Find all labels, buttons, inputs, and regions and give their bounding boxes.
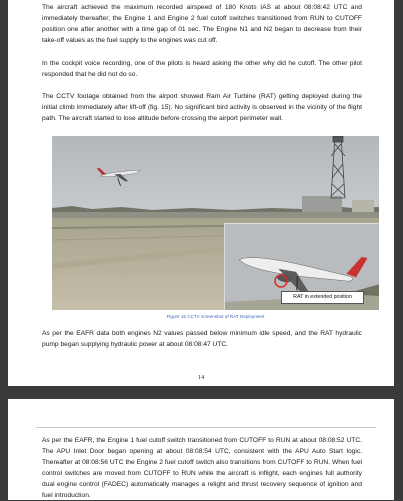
cctv-screenshot-figure: [52, 136, 379, 310]
document-page-15: [8, 399, 394, 500]
paragraph-engine-relight: As per the EAFR, the Engine 1 fuel cutoff switch transitioned from CUTOFF to RUN at about 08:08:52 UTC. The APU Inlet Door began opening at about 08:08:54 UTC, consistent with the APU Auto Start logic. Thereafter at 08:08:56 UTC the Engine 2 fuel cutoff switch also transitions from CUTOFF to RUN. When fuel control switches are moved from CUTOFF to RUN while the aircraft is inflight, each engines full authority dual engine control (FADEC) automatically manages a relight and thrust recovery sequence of ignition and fuel introduction.: [42, 437, 362, 499]
paragraph-cockpit-voice: In the cockpit voice recording, one of the pilots is heard asking the other why did he cutoff. The other pilot responded that he did not do so.: [42, 60, 362, 78]
figure-caption: Figure 15 CCTV screenshot of RAT Deployment: [166, 314, 265, 319]
page-number: 14: [197, 374, 205, 381]
inset-closeup-image: [224, 223, 379, 310]
rat-highlight-circle: [275, 275, 287, 287]
inset-label: RAT in extended position: [281, 291, 364, 304]
header-rule: [36, 427, 376, 428]
paragraph-fuel-cutoff: The aircraft achieved the maximum recorded airspeed of 180 Knots IAS at about 08:08:42 UTC and immediately thereafter, the Engine 1 and Engine 2 fuel cutoff switches transitioned from RUN to CUTOFF position one after another with a time gap of 01 sec. The Engine N1 and N2 began to decrease from their take-off values as the fuel supply to the engines was cut off.: [42, 4, 362, 44]
page-gap: [0, 386, 403, 399]
document-page-14: [8, 0, 394, 386]
paragraph-cctv-footage: The CCTV footage obtained from the airport showed Ram Air Turbine (RAT) getting deployed during the initial climb immediately after lift-off (fig. 15). No significant bird activity is observed in the vicinity of the flight path. The aircraft started to lose altitude before crossing the airport perimeter wall.: [42, 93, 362, 122]
paragraph-eafr-n2: As per the EAFR data both engines N2 values passed below minimum idle speed, and the RAT hydraulic pump began supplying hydraulic power at about 08:08:47 UTC.: [42, 330, 362, 348]
